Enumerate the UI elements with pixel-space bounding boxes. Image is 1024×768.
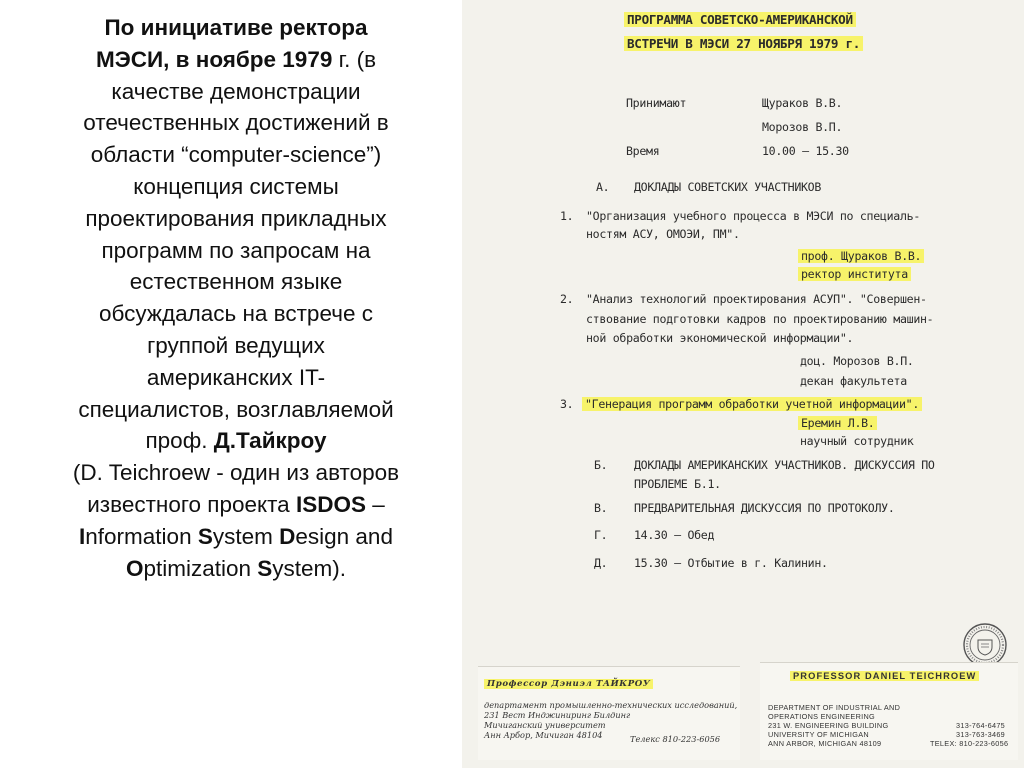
- text-line: проектирования прикладных: [85, 205, 387, 231]
- card-en-line: UNIVERSITY OF MICHIGAN: [768, 730, 869, 739]
- acronym-letter: I: [79, 523, 86, 549]
- section-label: Г.: [594, 528, 608, 542]
- report-number: 3.: [560, 397, 574, 411]
- report-author-role: декан факультета: [800, 374, 907, 388]
- name-bold: Д.Тайкроу: [213, 428, 327, 454]
- text-fragment: ystem).: [272, 555, 347, 581]
- time-value: 10.00 – 15.30: [762, 144, 849, 158]
- report-author: Еремин Л.В.: [798, 416, 877, 430]
- intro-bold: По инициативе ректора: [104, 15, 368, 40]
- time-label: Время: [626, 144, 660, 158]
- business-card-ru: [478, 666, 740, 760]
- text-line: естественном языке: [129, 269, 343, 295]
- document-title-line1: ПРОГРАММА СОВЕТСКО-АМЕРИКАНСКОЙ: [624, 12, 856, 27]
- card-en-line: ANN ARBOR, MICHIGAN 48109: [768, 739, 882, 748]
- text-fragment: проф.: [145, 428, 214, 454]
- text-line: (D. Teichroew - один из авторов: [72, 460, 400, 486]
- host-name: Щураков В.В.: [762, 96, 843, 110]
- text-fragment: –: [365, 491, 385, 517]
- acronym-letter: S: [197, 523, 213, 549]
- card-ru-header: Профессор Дэниэл ТАЙКРОУ: [484, 679, 653, 689]
- text-line: концепция системы: [133, 173, 339, 199]
- card-en-line: DEPARTMENT OF INDUSTRIAL AND: [768, 703, 901, 712]
- report-title: "Анализ технологий проектирования АСУП". "Совершен-: [586, 292, 927, 306]
- card-ru-telex: Телекс 810-223-6056: [630, 734, 721, 744]
- description-text: [10, 12, 462, 760]
- text-fragment: esign and: [295, 523, 393, 549]
- card-ru-line: Мичиганский университет: [484, 720, 606, 730]
- report-author-role: ректор института: [798, 267, 911, 281]
- card-ru-line: департамент промышленно-технических исследований,: [484, 700, 738, 710]
- text-line: качестве демонстрации: [111, 78, 361, 104]
- text-fragment: ptimization: [143, 555, 258, 581]
- section-title: ДОКЛАДЫ СОВЕТСКИХ УЧАСТНИКОВ: [634, 180, 822, 194]
- text-line: группой ведущих: [147, 332, 325, 358]
- card-en-line: OPERATIONS ENGINEERING: [768, 712, 876, 721]
- text-line: области “computer-science”): [90, 142, 382, 168]
- section-label: Б.: [594, 458, 608, 472]
- section-title: ПРЕДВАРИТЕЛЬНАЯ ДИСКУССИЯ ПО ПРОТОКОЛУ.: [634, 501, 895, 515]
- section-title: 15.30 – Отбытие в г. Калинин.: [634, 556, 828, 570]
- card-ru-line: 231 Вест Инджиниринг Билдинг: [484, 710, 631, 720]
- acronym-letter: D: [279, 523, 296, 549]
- text-line: американских IT-: [146, 364, 326, 390]
- text-line: программ по запросам на: [101, 237, 371, 263]
- report-number: 1.: [560, 209, 574, 223]
- host-label: Принимают: [626, 96, 687, 110]
- isdos-bold: ISDOS: [295, 491, 366, 517]
- text-fragment: ystem: [212, 523, 280, 549]
- section-label: В.: [594, 501, 608, 515]
- report-author-role: научный сотрудник: [800, 434, 914, 448]
- section-title: 14.30 – Обед: [634, 528, 715, 542]
- business-card-en: [760, 662, 1018, 760]
- text-line: отечественных достижений в: [83, 110, 389, 136]
- report-title: "Организация учебного процесса в МЭСИ по специаль-: [586, 209, 921, 223]
- card-en-telex: TELEX: 810-223-6056: [930, 739, 1009, 748]
- report-title: ностям АСУ, ОМОЭИ, ПМ".: [586, 227, 740, 241]
- scanned-document: [462, 0, 1024, 768]
- section-title: ДОКЛАДЫ АМЕРИКАНСКИХ УЧАСТНИКОВ. ДИСКУССИЯ ПО: [634, 458, 935, 472]
- report-author: проф. Щураков В.В.: [798, 249, 924, 263]
- text-line: обсуждалась на встрече с: [99, 301, 373, 327]
- section-label: Д.: [594, 556, 608, 570]
- text-fragment: известного проекта: [87, 491, 296, 517]
- card-ru-line: Анн Арбор, Мичиган 48104: [484, 730, 603, 740]
- acronym-letter: O: [125, 555, 144, 581]
- card-en-phone: 313-764-6475: [956, 721, 1006, 730]
- report-title: "Генерация программ обработки учетной информации".: [582, 397, 922, 411]
- card-en-line: 231 W. ENGINEERING BUILDING: [768, 721, 889, 730]
- card-en-phone: 313-763-3469: [956, 730, 1006, 739]
- card-en-header: PROFESSOR DANIEL TEICHROEW: [790, 671, 979, 681]
- report-number: 2.: [560, 292, 574, 306]
- text-fragment: г. (в: [332, 46, 377, 72]
- date-bold: МЭСИ, в ноябре 1979: [95, 46, 333, 72]
- section-label: А.: [596, 180, 610, 194]
- report-author: доц. Морозов В.П.: [800, 354, 914, 368]
- acronym-letter: S: [257, 555, 273, 581]
- text-line: специалистов, возглавляемой: [78, 396, 394, 422]
- section-title: ПРОБЛЕМЕ Б.1.: [634, 477, 721, 491]
- document-title-line2: ВСТРЕЧИ В МЭСИ 27 НОЯБРЯ 1979 г.: [624, 36, 863, 51]
- host-name: Морозов В.П.: [762, 120, 843, 134]
- report-title: ствование подготовки кадров по проектированию машин-: [586, 312, 934, 326]
- text-fragment: nformation: [85, 523, 198, 549]
- report-title: ной обработки экономической информации".: [586, 331, 854, 345]
